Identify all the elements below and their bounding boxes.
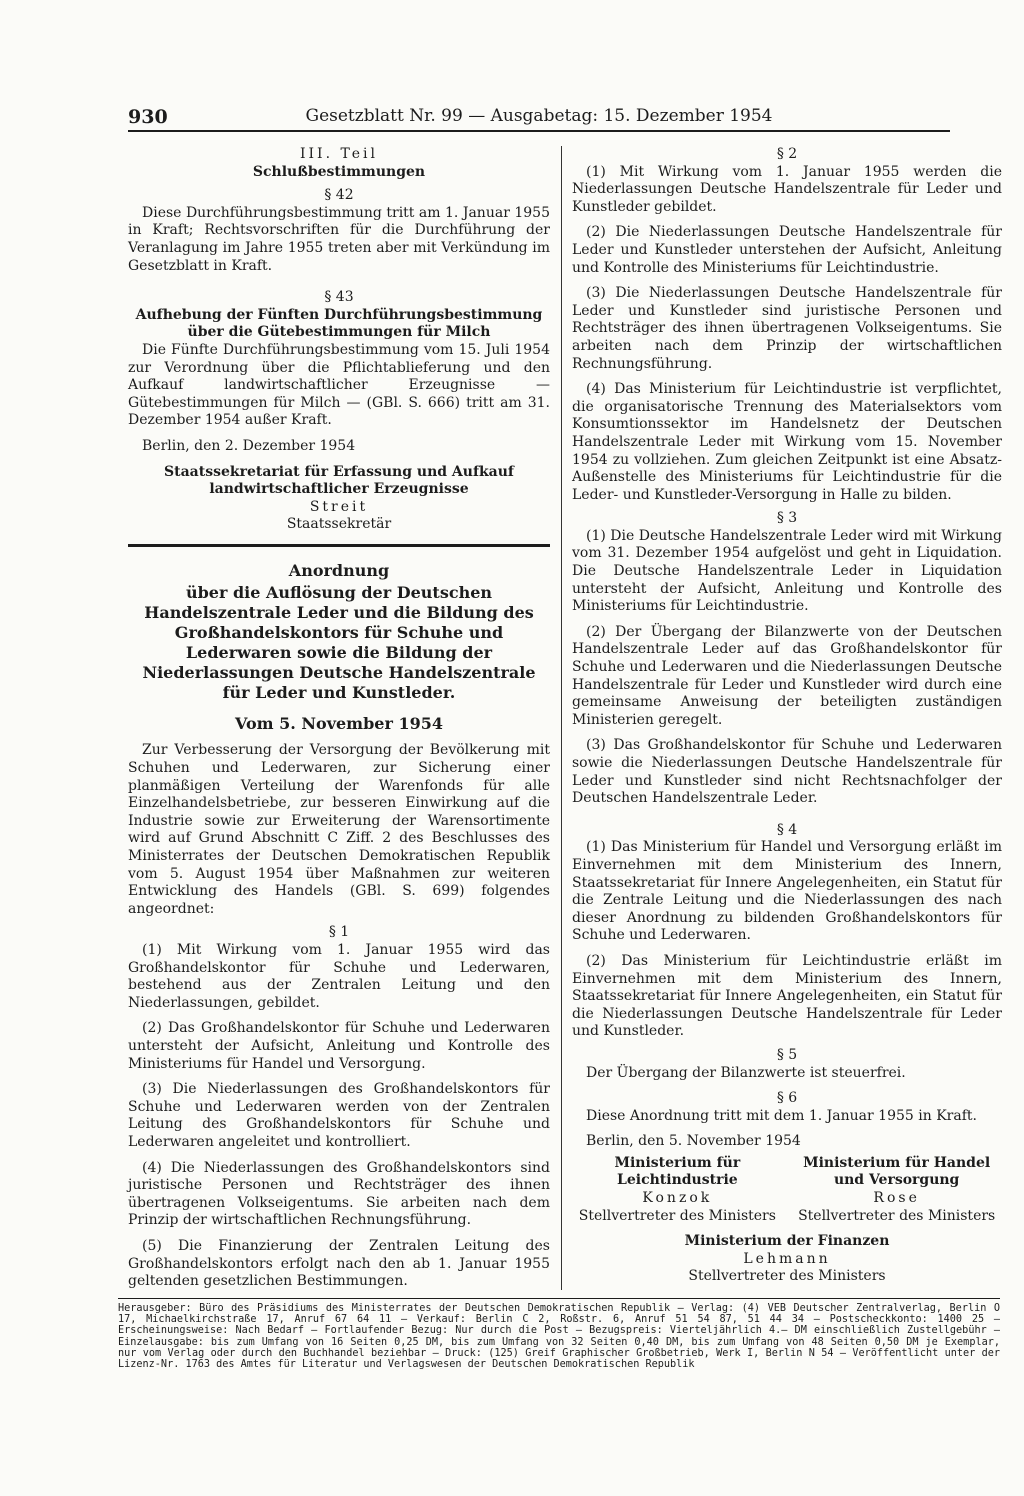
signer-name: Rose	[873, 1190, 920, 1207]
s3-label: § 3	[776, 510, 798, 527]
signer-name: Lehmann	[743, 1250, 831, 1267]
anordnung-title: über die Auflösung der Deutschen Handelszentrale Leder und die Bildung des Großhandelskontors für Schuhe und Lederwaren sowie die Bildung der Niederlassungen Deutsche Handelszentrale für Leder und Kunstleder.	[142, 582, 536, 702]
s2-paragraph: (3) Die Niederlassungen Deutsche Handelszentrale für Leder und Kunstleder sind juristische Personen und Rechtsträger des ihnen übertragenen Volkseigentums. Sie arbeiten nach dem Prinzip der wirtschaftlichen Rechnungsführung.	[572, 285, 1002, 372]
s1-label: § 1	[328, 924, 350, 941]
imprint-footer: Herausgeber: Büro des Präsidiums des Ministerrates der Deutschen Demokratischen Republik — Verlag: (4) VEB Deutscher Zentralverlag, Berlin O 17, Michaelkirchstraße 17, Anruf 67 64 11 — Verkauf: Berlin C 2, Roßstr. 6, Anruf 51 54 87, 51 44 34 — Postscheckkonto: 1400 25 — Erscheinungsweise: Nach Bedarf — Fortlaufender Bezug: Nur durch die Post — Bezugspreis: Vierteljährlich 4.— DM einschließlich Zustellgebühr — Einzelausgabe: bis zum Umfang von 16 Seiten 0,25 DM, bis zum Umfang von 32 Seiten 0,40 DM, bis zum Umfang von 48 Seiten 0,50 DM je Exemplar, nur vom Verlag oder durch den Buchhandel beziehbar — Druck: (125) Greif Graphischer Großbetrieb, Werk I, Berlin N 54 — Veröffentlicht unter der Lizenz-Nr. 1763 des Amtes für Literatur und Verlagswesen der Deutschen Demokratischen Republik	[118, 1298, 1000, 1370]
s6-label: § 6	[776, 1090, 798, 1107]
s5-text: Der Übergang der Bilanzwerte ist steuerfrei.	[586, 1064, 906, 1081]
s5-label: § 5	[776, 1046, 798, 1063]
s3-paragraph: (1) Die Deutsche Handelszentrale Leder wird mit Wirkung vom 31. Dezember 1954 aufgelöst und geht in Liquidation. Die Deutsche Handelszentrale Leder in Liquidation untersteht der Aufsicht, Anleitung und Kontrolle des Ministeriums für Leichtindustrie.	[572, 527, 1002, 615]
s43-title: Aufhebung der Fünften Durchführungsbestimmung über die Gütebestimmungen für Milch	[135, 306, 543, 341]
s2-paragraph: (4) Das Ministerium für Leichtindustrie ist verpflichtet, die organisatorische Trennung des Materialsektors vom Konsumtionssektor im Handelsnetz der Deutschen Handelszentrale Leder mit Wirkung vom 15. November 1954 zu vollziehen. Zum gleichen Zeitpunkt ist eine Absatz-Außenstelle des Ministeriums für Leichtindustrie für die Leder- und Kunstleder-Versorgung in Halle zu bilden.	[572, 381, 1002, 503]
s2-paragraph: (2) Die Niederlassungen Deutsche Handelszentrale für Leder und Kunstleder unterstehen der Aufsicht, Anleitung und Kontrolle des Ministeriums für Leichtindustrie.	[572, 224, 1002, 276]
date-line: Vom 5. November 1954	[235, 713, 443, 733]
right-column	[572, 146, 1002, 1286]
s1-paragraph: (1) Mit Wirkung vom 1. Januar 1955 wird das Großhandelskontor für Schuhe und Lederwaren, bestehend aus der Zentralen Leitung und den Niederlassungen, gebildet.	[128, 942, 550, 1011]
section-divider	[128, 544, 550, 547]
s1-paragraph: (3) Die Niederlassungen des Großhandelskontors für Schuhe und Lederwaren werden von der Zentralen Leitung des Großhandelskontors für Schuhe und Lederwaren angeleitet und kontrolliert.	[128, 1081, 550, 1150]
signature-finance	[572, 1233, 1002, 1286]
place-date: Berlin, den 5. November 1954	[586, 1133, 801, 1150]
page-header	[128, 100, 950, 132]
preamble: Zur Verbesserung der Versorgung der Bevölkerung mit Schuhen und Lederwaren, zur Sicherung einer planmäßigen Verteilung der Warenfonds für alle Einzelhandelsbetriebe, zur besseren Einwirkung auf die Industrie sowie zur Erweiterung der Warensortimente wird auf Grund Abschnitt C Ziff. 2 des Beschlusses des Ministerrates der Deutschen Demokratischen Republik vom 5. August 1954 über Maßnahmen zur weiteren Entwicklung des Handels (GBl. S. 699) folgendes angeordnet:	[128, 742, 550, 917]
s42-label: § 42	[324, 187, 354, 204]
s2-label: § 2	[776, 146, 798, 162]
part-heading: III. Teil	[300, 146, 378, 162]
part-title: Schlußbestimmungen	[252, 163, 426, 180]
s1-paragraph: (4) Die Niederlassungen des Großhandelskontors sind juristische Personen und Rechtsträger des ihnen übertragenen Volkseigentums. Sie arbeiten nach dem Prinzip der wirtschaftlichen Rechnungsführung.	[128, 1159, 550, 1229]
signer-name: Streit	[309, 498, 369, 515]
signer-role: Staatssekretär	[286, 516, 392, 533]
header-title: Gesetzblatt Nr. 99 — Ausgabetag: 15. Dezember 1954	[305, 106, 773, 126]
ministry-name: Ministerium für Leichtindustrie	[614, 1154, 741, 1189]
s4-paragraph: (1) Das Ministerium für Handel und Versorgung erläßt im Einvernehmen mit dem Ministerium des Innern, Staatssekretariat für Innere Angelegenheiten, ein Statut für die Zentrale Leitung und die Niederlassungen des nach dieser Anordnung zu bildenden Großhandelskontors für Schuhe und Lederwaren.	[572, 839, 1002, 944]
signature-right	[791, 1155, 1002, 1225]
s1-paragraph: (5) Die Finanzierung der Zentralen Leitung des Großhandelskontors erfolgt nach den ab 1. Januar 1955 geltenden gesetzlichen Bestimmungen.	[128, 1237, 550, 1290]
s4-paragraph: (2) Das Ministerium für Leichtindustrie erläßt im Einvernehmen mit dem Ministerium des Innern, Staatssekretariat für Innere Angelegenheiten, ein Statut für die Niederlassungen Deutsche Handelszentrale für Leder und Kunstleder.	[572, 952, 1002, 1040]
signer-role: Stellvertreter des Ministers	[578, 1207, 776, 1224]
anordnung-heading: Anordnung	[288, 560, 390, 580]
signature-block	[572, 1155, 1002, 1225]
s2-paragraph: (1) Mit Wirkung vom 1. Januar 1955 werden die Niederlassungen Deutsche Handelszentrale für Leder und Kunstleder gebildet.	[572, 163, 1002, 215]
s6-text: Diese Anordnung tritt mit dem 1. Januar 1955 in Kraft.	[586, 1107, 977, 1124]
authority: Staatssekretariat für Erfassung und Aufkauf landwirtschaftlicher Erzeugnisse	[164, 463, 514, 498]
s43-text: Die Fünfte Durchführungsbestimmung vom 15. Juli 1954 zur Verordnung über die Pflichtablieferung und den Aufkauf landwirtschaftlicher Erzeugnisse — Gütebestimmungen für Milch — (GBl. S. 666) tritt am 31. Dezember 1954 außer Kraft.	[128, 341, 550, 429]
signature-left	[572, 1155, 783, 1225]
ministry-name: Ministerium der Finanzen	[684, 1233, 890, 1250]
signer-name: Konzok	[642, 1190, 713, 1207]
s3-paragraph: (3) Das Großhandelskontor für Schuhe und Lederwaren sowie die Niederlassungen Deutsche Handelszentrale für Leder und Kunstleder sind nicht Rechtsnachfolger der Deutschen Handelszentrale Leder.	[572, 737, 1002, 807]
place-date: Berlin, den 2. Dezember 1954	[142, 437, 356, 454]
signer-role: Stellvertreter des Ministers	[798, 1207, 996, 1224]
page-number: 930	[128, 106, 168, 128]
s43-label: § 43	[324, 289, 354, 306]
s1-paragraph: (2) Das Großhandelskontor für Schuhe und Lederwaren untersteht der Aufsicht, Anleitung und Kontrolle des Ministeriums für Handel und Versorgung.	[128, 1020, 550, 1072]
left-column	[128, 146, 550, 1291]
column-divider	[561, 146, 562, 1290]
signer-role: Stellvertreter des Ministers	[688, 1268, 886, 1285]
s4-label: § 4	[776, 821, 798, 838]
ministry-name: Ministerium für Handel und Versorgung	[803, 1154, 991, 1189]
s42-text: Diese Durchführungsbestimmung tritt am 1. Januar 1955 in Kraft; Rechtsvorschriften für die Durchführung der Veranlagung im Jahre 1955 treten aber mit Verkündung im Gesetzblatt in Kraft.	[128, 204, 550, 274]
s3-paragraph: (2) Der Übergang der Bilanzwerte von der Deutschen Handelszentrale Leder auf das Großhandelskontor für Schuhe und Lederwaren und die Niederlassungen Deutsche Handelszentrale für Leder und Kunstleder wird durch eine gemeinsame Anweisung der beteiligten zuständigen Ministerien geregelt.	[572, 623, 1002, 728]
